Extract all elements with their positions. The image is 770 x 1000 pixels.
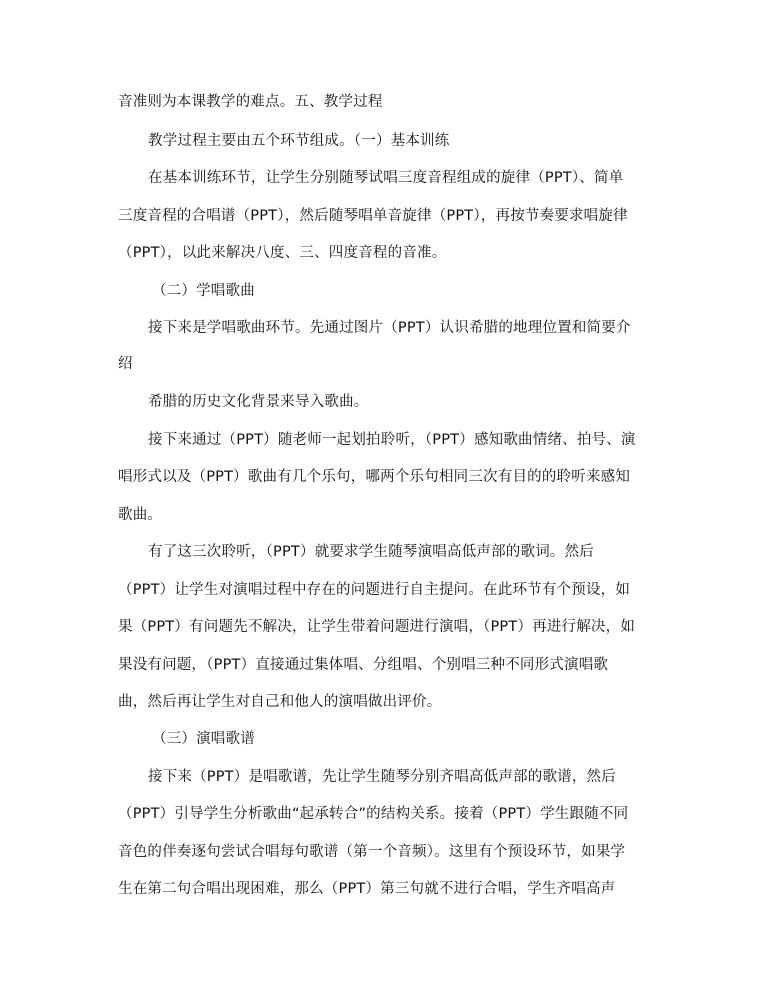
text-line: 生在第二句合唱出现困难，那么（PPT）第三句就不进行合唱，学生齐唱高声 — [118, 881, 616, 897]
text-line: 接下来是学唱歌曲环节。先通过图片（PPT）认识希腊的地理位置和简要介 — [148, 320, 631, 336]
text-line: （PPT）让学生对演唱过程中存在的问题进行自主提问。在此环节有个预设，如 — [118, 582, 631, 598]
section-heading: （三）演唱歌谱 — [152, 731, 255, 747]
text-line: （PPT），以此来解决八度、三、四度音程的音准。 — [118, 245, 447, 261]
text-line: 有了这三次聆听，（PPT）就要求学生随琴演唱高低声部的歌词。然后 — [148, 544, 594, 560]
text-line: 音准则为本课教学的难点。五、教学过程 — [118, 94, 383, 110]
text-line: 接下来（PPT）是唱歌谱，先让学生随琴分别齐唱高低声部的歌谱，然后 — [148, 769, 616, 785]
text-line: 希腊的历史文化背景来导入歌曲。 — [148, 394, 369, 410]
text-line: （PPT）引导学生分析歌曲“起承转合”的结构关系。接着（PPT）学生跟随不同 — [118, 806, 629, 822]
text-line: 果没有问题，（PPT）直接通过集体唱、分组唱、个别唱三种不同形式演唱歌 — [118, 657, 609, 673]
text-line: 曲，然后再让学生对自己和他人的演唱做出评价。 — [118, 694, 442, 710]
text-line: 果（PPT）有问题先不解决，让学生带着问题进行演唱，（PPT）再进行解决，如 — [118, 619, 636, 635]
text-line: 音色的伴奏逐句尝试合唱每句歌谱（第一个音频）。这里有个预设环节，如果学 — [118, 844, 626, 860]
text-line: 接下来通过（PPT）随老师一起划拍聆听，（PPT）感知歌曲情绪、拍号、演 — [148, 432, 636, 448]
text-line: 教学过程主要由五个环节组成。（一）基本训练 — [148, 133, 450, 149]
text-line: 三度音程的合唱谱（PPT），然后随琴唱单音旋律（PPT），再按节奏要求唱旋律 — [118, 208, 628, 224]
text-line: 在基本训练环节，让学生分别随琴试唱三度音程组成的旋律（PPT）、简单 — [148, 170, 624, 186]
text-line: 唱形式以及（PPT）歌曲有几个乐句，哪两个乐句相同三次有目的的聆听来感知 — [118, 469, 631, 485]
text-line: 绍 — [118, 356, 133, 372]
section-heading: （二）学唱歌曲 — [152, 283, 255, 299]
text-line: 歌曲。 — [118, 507, 163, 523]
